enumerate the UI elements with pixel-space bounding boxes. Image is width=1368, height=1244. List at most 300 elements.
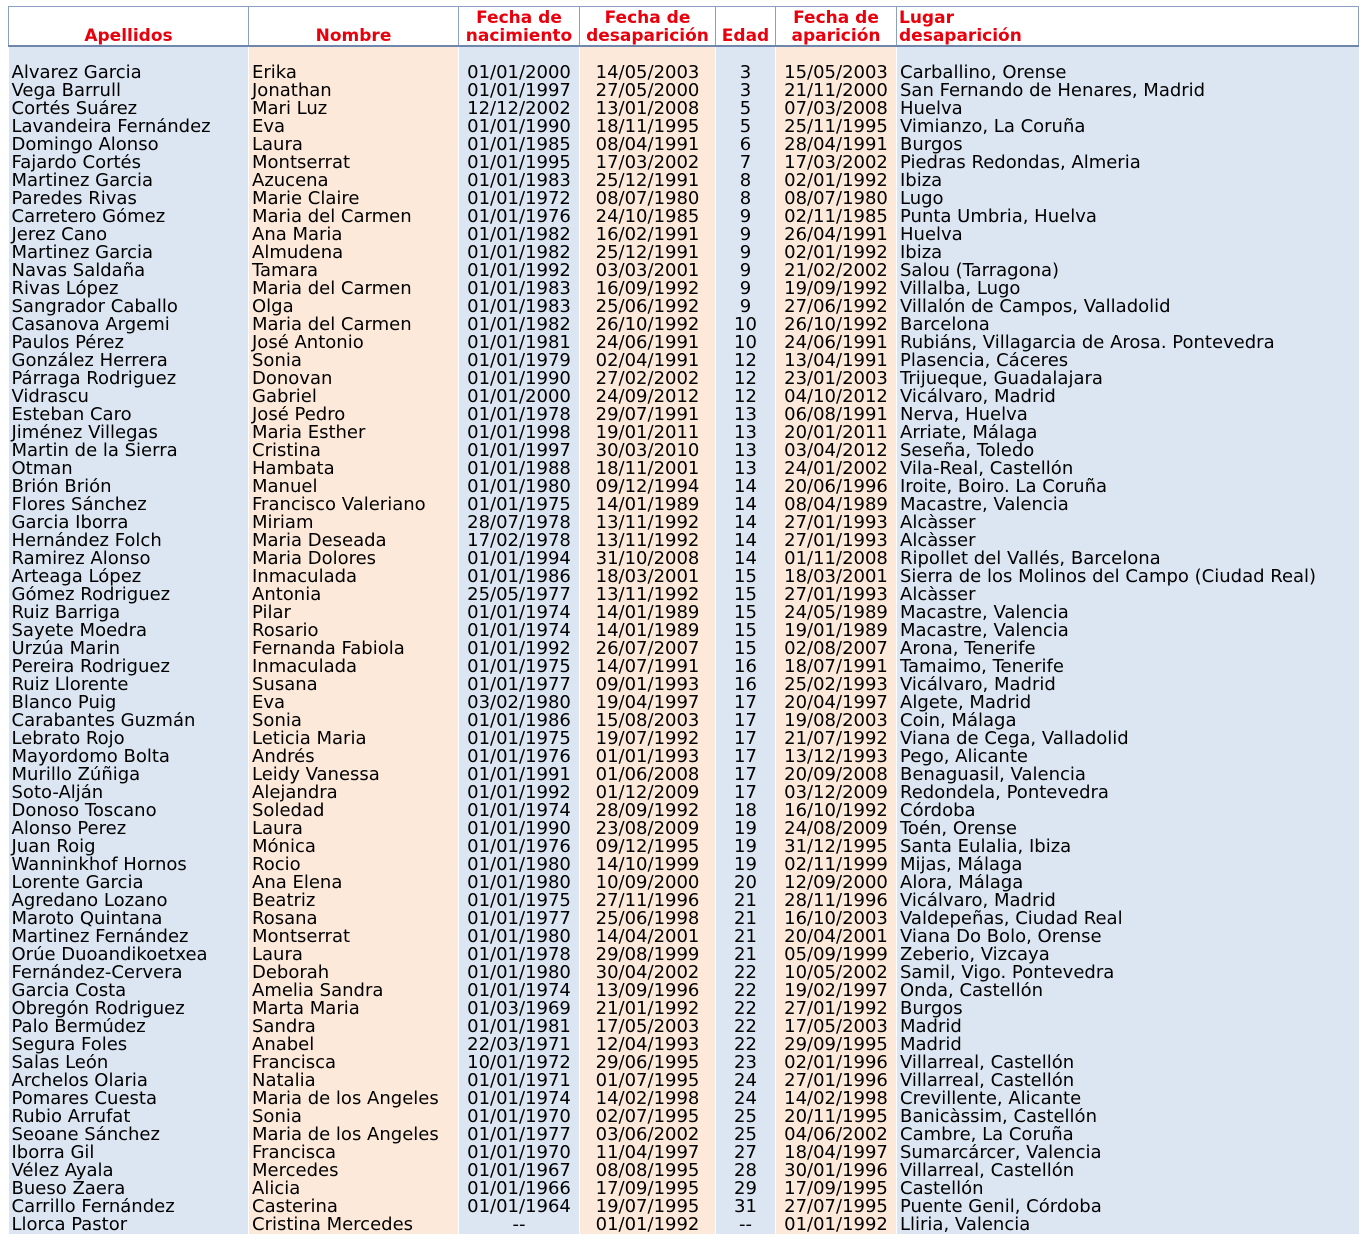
apellidos-cell[interactable]: Garcia Costa <box>9 982 249 1000</box>
lugar-cell[interactable]: Piedras Redondas, Almeria <box>897 154 1359 172</box>
edad-cell[interactable]: 17 <box>716 748 776 766</box>
edad-cell[interactable]: 15 <box>716 622 776 640</box>
fecha-nacimiento-cell[interactable]: 01/01/1977 <box>459 676 580 694</box>
nombre-cell[interactable]: Maria de los Angeles <box>249 1126 459 1144</box>
nombre-cell[interactable]: Sonia <box>249 352 459 370</box>
nombre-cell[interactable]: Maria de los Angeles <box>249 1090 459 1108</box>
nombre-cell[interactable]: José Pedro <box>249 406 459 424</box>
fecha-aparicion-cell[interactable]: 10/05/2002 <box>776 964 897 982</box>
fecha-desaparicion-cell[interactable]: 28/09/1992 <box>580 802 716 820</box>
edad-cell[interactable]: 7 <box>716 154 776 172</box>
lugar-cell[interactable]: Villalba, Lugo <box>897 280 1359 298</box>
edad-cell[interactable]: 21 <box>716 910 776 928</box>
fecha-nacimiento-cell[interactable]: 01/01/1982 <box>459 316 580 334</box>
nombre-cell[interactable]: Azucena <box>249 172 459 190</box>
nombre-cell[interactable]: Susana <box>249 676 459 694</box>
lugar-cell[interactable]: Sumarcárcer, Valencia <box>897 1144 1359 1162</box>
fecha-aparicion-cell[interactable]: 31/12/1995 <box>776 838 897 856</box>
fecha-nacimiento-cell[interactable]: 01/01/1986 <box>459 568 580 586</box>
fecha-aparicion-cell[interactable]: 26/10/1992 <box>776 316 897 334</box>
edad-cell[interactable]: 14 <box>716 514 776 532</box>
edad-cell[interactable]: 20 <box>716 874 776 892</box>
fecha-desaparicion-cell[interactable]: 13/11/1992 <box>580 514 716 532</box>
fecha-desaparicion-cell[interactable]: 24/09/2012 <box>580 388 716 406</box>
fecha-desaparicion-cell[interactable]: 18/11/1995 <box>580 118 716 136</box>
fecha-nacimiento-cell[interactable]: 01/01/2000 <box>459 388 580 406</box>
apellidos-cell[interactable]: Flores Sánchez <box>9 496 249 514</box>
fecha-desaparicion-cell[interactable]: 24/10/1985 <box>580 208 716 226</box>
fecha-aparicion-cell[interactable]: 02/01/1992 <box>776 244 897 262</box>
fecha-nacimiento-cell[interactable]: 10/01/1972 <box>459 1054 580 1072</box>
edad-cell[interactable]: 12 <box>716 370 776 388</box>
fecha-aparicion-cell[interactable]: 02/08/2007 <box>776 640 897 658</box>
apellidos-cell[interactable]: Martinez Garcia <box>9 172 249 190</box>
fecha-desaparicion-cell[interactable]: 26/07/2007 <box>580 640 716 658</box>
fecha-nacimiento-cell[interactable]: 01/01/1971 <box>459 1072 580 1090</box>
nombre-cell[interactable]: Francisco Valeriano <box>249 496 459 514</box>
fecha-aparicion-cell[interactable]: 27/01/1993 <box>776 532 897 550</box>
apellidos-cell[interactable]: Sayete Moedra <box>9 622 249 640</box>
fecha-nacimiento-cell[interactable]: 01/01/1979 <box>459 352 580 370</box>
nombre-cell[interactable]: Anabel <box>249 1036 459 1054</box>
fecha-aparicion-cell[interactable]: 20/01/2011 <box>776 424 897 442</box>
apellidos-cell[interactable]: Esteban Caro <box>9 406 249 424</box>
apellidos-cell[interactable]: Alonso Perez <box>9 820 249 838</box>
nombre-cell[interactable]: Inmaculada <box>249 658 459 676</box>
apellidos-cell[interactable]: Segura Foles <box>9 1036 249 1054</box>
edad-cell[interactable]: 14 <box>716 496 776 514</box>
apellidos-cell[interactable]: Cortés Suárez <box>9 100 249 118</box>
nombre-cell[interactable]: Deborah <box>249 964 459 982</box>
edad-cell[interactable]: 28 <box>716 1162 776 1180</box>
edad-cell[interactable]: 14 <box>716 478 776 496</box>
fecha-desaparicion-cell[interactable]: 13/09/1996 <box>580 982 716 1000</box>
apellidos-cell[interactable]: Maroto Quintana <box>9 910 249 928</box>
fecha-desaparicion-cell[interactable]: 14/10/1999 <box>580 856 716 874</box>
fecha-nacimiento-cell[interactable]: 01/01/2000 <box>459 64 580 82</box>
apellidos-cell[interactable]: Carabantes Guzmán <box>9 712 249 730</box>
nombre-cell[interactable]: Gabriel <box>249 388 459 406</box>
fecha-nacimiento-cell[interactable]: 01/01/1998 <box>459 424 580 442</box>
fecha-aparicion-cell[interactable]: 24/05/1989 <box>776 604 897 622</box>
cell[interactable] <box>249 46 459 64</box>
nombre-cell[interactable]: Almudena <box>249 244 459 262</box>
apellidos-cell[interactable]: Ruiz Llorente <box>9 676 249 694</box>
nombre-cell[interactable]: Mónica <box>249 838 459 856</box>
apellidos-cell[interactable]: Salas León <box>9 1054 249 1072</box>
fecha-nacimiento-cell[interactable]: 01/01/1975 <box>459 730 580 748</box>
fecha-aparicion-cell[interactable]: 27/01/1992 <box>776 1000 897 1018</box>
nombre-cell[interactable]: Beatriz <box>249 892 459 910</box>
fecha-desaparicion-cell[interactable]: 19/07/1995 <box>580 1198 716 1216</box>
apellidos-cell[interactable]: Blanco Puig <box>9 694 249 712</box>
lugar-cell[interactable]: Villarreal, Castellón <box>897 1054 1359 1072</box>
lugar-cell[interactable]: Ripollet del Vallés, Barcelona <box>897 550 1359 568</box>
fecha-desaparicion-cell[interactable]: 19/04/1997 <box>580 694 716 712</box>
lugar-cell[interactable]: Alcàsser <box>897 586 1359 604</box>
lugar-cell[interactable]: Redondela, Pontevedra <box>897 784 1359 802</box>
edad-cell[interactable]: 6 <box>716 136 776 154</box>
fecha-desaparicion-cell[interactable]: 19/01/2011 <box>580 424 716 442</box>
lugar-cell[interactable]: Algete, Madrid <box>897 694 1359 712</box>
edad-cell[interactable]: 15 <box>716 604 776 622</box>
edad-cell[interactable]: 13 <box>716 406 776 424</box>
fecha-desaparicion-cell[interactable]: 16/09/1992 <box>580 280 716 298</box>
fecha-desaparicion-cell[interactable]: 13/11/1992 <box>580 532 716 550</box>
fecha-aparicion-cell[interactable]: 04/10/2012 <box>776 388 897 406</box>
nombre-cell[interactable]: Hambata <box>249 460 459 478</box>
fecha-desaparicion-cell[interactable]: 01/01/1993 <box>580 748 716 766</box>
edad-cell[interactable]: 24 <box>716 1090 776 1108</box>
apellidos-cell[interactable]: Vega Barrull <box>9 82 249 100</box>
edad-cell[interactable]: 25 <box>716 1126 776 1144</box>
apellidos-cell[interactable]: Agredano Lozano <box>9 892 249 910</box>
fecha-aparicion-cell[interactable]: 02/11/1999 <box>776 856 897 874</box>
edad-cell[interactable]: 23 <box>716 1054 776 1072</box>
lugar-cell[interactable]: Ibiza <box>897 244 1359 262</box>
header-fecha-desaparicion[interactable] <box>580 7 716 47</box>
apellidos-cell[interactable]: Paulos Pérez <box>9 334 249 352</box>
apellidos-cell[interactable]: Paredes Rivas <box>9 190 249 208</box>
nombre-cell[interactable]: Pilar <box>249 604 459 622</box>
lugar-cell[interactable]: Mijas, Málaga <box>897 856 1359 874</box>
lugar-cell[interactable]: Burgos <box>897 1000 1359 1018</box>
fecha-nacimiento-cell[interactable]: 01/01/1970 <box>459 1108 580 1126</box>
apellidos-cell[interactable]: Párraga Rodriguez <box>9 370 249 388</box>
lugar-cell[interactable]: Vimianzo, La Coruña <box>897 118 1359 136</box>
lugar-cell[interactable]: Lugo <box>897 190 1359 208</box>
fecha-aparicion-cell[interactable]: 18/04/1997 <box>776 1144 897 1162</box>
nombre-cell[interactable]: Laura <box>249 820 459 838</box>
fecha-nacimiento-cell[interactable]: 01/01/1990 <box>459 820 580 838</box>
fecha-nacimiento-cell[interactable]: 01/01/1992 <box>459 262 580 280</box>
fecha-aparicion-cell[interactable]: 27/01/1993 <box>776 514 897 532</box>
nombre-cell[interactable]: Alicia <box>249 1180 459 1198</box>
edad-cell[interactable]: 21 <box>716 946 776 964</box>
fecha-nacimiento-cell[interactable]: 28/07/1978 <box>459 514 580 532</box>
fecha-aparicion-cell[interactable]: 24/08/2009 <box>776 820 897 838</box>
fecha-aparicion-cell[interactable]: 24/01/2002 <box>776 460 897 478</box>
fecha-nacimiento-cell[interactable]: 01/01/1991 <box>459 766 580 784</box>
apellidos-cell[interactable]: Garcia Iborra <box>9 514 249 532</box>
fecha-nacimiento-cell[interactable]: 01/01/1975 <box>459 892 580 910</box>
fecha-nacimiento-cell[interactable]: 01/01/1992 <box>459 640 580 658</box>
apellidos-cell[interactable]: Martinez Fernández <box>9 928 249 946</box>
nombre-cell[interactable]: Eva <box>249 694 459 712</box>
cell[interactable] <box>9 46 249 64</box>
nombre-cell[interactable]: Jonathan <box>249 82 459 100</box>
edad-cell[interactable]: 17 <box>716 730 776 748</box>
nombre-cell[interactable]: Montserrat <box>249 154 459 172</box>
lugar-cell[interactable]: Salou (Tarragona) <box>897 262 1359 280</box>
edad-cell[interactable]: 17 <box>716 766 776 784</box>
lugar-cell[interactable]: Plasencia, Cáceres <box>897 352 1359 370</box>
lugar-cell[interactable]: Córdoba <box>897 802 1359 820</box>
apellidos-cell[interactable]: Palo Bermúdez <box>9 1018 249 1036</box>
fecha-desaparicion-cell[interactable]: 01/07/1995 <box>580 1072 716 1090</box>
fecha-desaparicion-cell[interactable]: 18/03/2001 <box>580 568 716 586</box>
fecha-desaparicion-cell[interactable]: 17/05/2003 <box>580 1018 716 1036</box>
nombre-cell[interactable]: Soledad <box>249 802 459 820</box>
nombre-cell[interactable]: Erika <box>249 64 459 82</box>
lugar-cell[interactable]: Castellón <box>897 1180 1359 1198</box>
fecha-desaparicion-cell[interactable]: 29/07/1991 <box>580 406 716 424</box>
lugar-cell[interactable]: Vicálvaro, Madrid <box>897 892 1359 910</box>
fecha-nacimiento-cell[interactable]: 01/01/1986 <box>459 712 580 730</box>
apellidos-cell[interactable]: González Herrera <box>9 352 249 370</box>
edad-cell[interactable]: 13 <box>716 460 776 478</box>
fecha-nacimiento-cell[interactable]: 01/01/1992 <box>459 784 580 802</box>
fecha-aparicion-cell[interactable]: 17/03/2002 <box>776 154 897 172</box>
fecha-aparicion-cell[interactable]: 20/04/2001 <box>776 928 897 946</box>
fecha-aparicion-cell[interactable]: 21/07/1992 <box>776 730 897 748</box>
edad-cell[interactable]: 15 <box>716 586 776 604</box>
apellidos-cell[interactable]: Orúe Duoandikoetxea <box>9 946 249 964</box>
fecha-aparicion-cell[interactable]: 18/07/1991 <box>776 658 897 676</box>
fecha-nacimiento-cell[interactable]: 01/01/1972 <box>459 190 580 208</box>
edad-cell[interactable]: 8 <box>716 190 776 208</box>
apellidos-cell[interactable]: Casanova Argemi <box>9 316 249 334</box>
apellidos-cell[interactable]: Wanninkhof Hornos <box>9 856 249 874</box>
nombre-cell[interactable]: Ana Maria <box>249 226 459 244</box>
fecha-desaparicion-cell[interactable]: 25/12/1991 <box>580 244 716 262</box>
fecha-aparicion-cell[interactable]: 13/04/1991 <box>776 352 897 370</box>
apellidos-cell[interactable]: Ruiz Barriga <box>9 604 249 622</box>
fecha-nacimiento-cell[interactable]: 12/12/2002 <box>459 100 580 118</box>
nombre-cell[interactable]: Rosana <box>249 910 459 928</box>
lugar-cell[interactable]: Macastre, Valencia <box>897 496 1359 514</box>
apellidos-cell[interactable]: Pereira Rodriguez <box>9 658 249 676</box>
fecha-nacimiento-cell[interactable]: 01/01/1966 <box>459 1180 580 1198</box>
apellidos-cell[interactable]: Jerez Cano <box>9 226 249 244</box>
fecha-desaparicion-cell[interactable]: 30/04/2002 <box>580 964 716 982</box>
nombre-cell[interactable]: Andrés <box>249 748 459 766</box>
lugar-cell[interactable]: Macastre, Valencia <box>897 604 1359 622</box>
fecha-nacimiento-cell[interactable]: 01/01/1975 <box>459 496 580 514</box>
fecha-desaparicion-cell[interactable]: 17/03/2002 <box>580 154 716 172</box>
fecha-aparicion-cell[interactable]: 03/04/2012 <box>776 442 897 460</box>
nombre-cell[interactable]: Maria del Carmen <box>249 280 459 298</box>
nombre-cell[interactable]: Mari Luz <box>249 100 459 118</box>
apellidos-cell[interactable]: Obregón Rodriguez <box>9 1000 249 1018</box>
apellidos-cell[interactable]: Martin de la Sierra <box>9 442 249 460</box>
apellidos-cell[interactable]: Ramirez Alonso <box>9 550 249 568</box>
nombre-cell[interactable]: Antonia <box>249 586 459 604</box>
lugar-cell[interactable]: Villalón de Campos, Valladolid <box>897 298 1359 316</box>
fecha-aparicion-cell[interactable]: 02/01/1996 <box>776 1054 897 1072</box>
apellidos-cell[interactable]: Lorente Garcia <box>9 874 249 892</box>
fecha-desaparicion-cell[interactable]: 10/09/2000 <box>580 874 716 892</box>
apellidos-cell[interactable]: Mayordomo Bolta <box>9 748 249 766</box>
fecha-desaparicion-cell[interactable]: 14/01/1989 <box>580 604 716 622</box>
edad-cell[interactable]: 12 <box>716 388 776 406</box>
fecha-aparicion-cell[interactable]: 05/09/1999 <box>776 946 897 964</box>
fecha-aparicion-cell[interactable]: 02/11/1985 <box>776 208 897 226</box>
nombre-cell[interactable]: Mercedes <box>249 1162 459 1180</box>
lugar-cell[interactable]: Alora, Málaga <box>897 874 1359 892</box>
edad-cell[interactable]: 17 <box>716 784 776 802</box>
apellidos-cell[interactable]: Alvarez Garcia <box>9 64 249 82</box>
nombre-cell[interactable]: Sandra <box>249 1018 459 1036</box>
fecha-nacimiento-cell[interactable]: 01/01/1974 <box>459 622 580 640</box>
cell[interactable] <box>580 46 716 64</box>
fecha-nacimiento-cell[interactable]: 01/01/1990 <box>459 118 580 136</box>
apellidos-cell[interactable]: Lebrato Rojo <box>9 730 249 748</box>
fecha-aparicion-cell[interactable]: 19/01/1989 <box>776 622 897 640</box>
apellidos-cell[interactable]: Lavandeira Fernández <box>9 118 249 136</box>
apellidos-cell[interactable]: Navas Saldaña <box>9 262 249 280</box>
fecha-desaparicion-cell[interactable]: 29/06/1995 <box>580 1054 716 1072</box>
fecha-nacimiento-cell[interactable]: 01/01/1977 <box>459 910 580 928</box>
nombre-cell[interactable]: Maria Dolores <box>249 550 459 568</box>
fecha-desaparicion-cell[interactable]: 01/06/2008 <box>580 766 716 784</box>
nombre-cell[interactable]: Maria del Carmen <box>249 208 459 226</box>
fecha-nacimiento-cell[interactable]: 01/01/1974 <box>459 982 580 1000</box>
edad-cell[interactable]: 19 <box>716 820 776 838</box>
nombre-cell[interactable]: Francisca <box>249 1054 459 1072</box>
fecha-aparicion-cell[interactable]: 13/12/1993 <box>776 748 897 766</box>
nombre-cell[interactable]: Manuel <box>249 478 459 496</box>
fecha-desaparicion-cell[interactable]: 01/12/2009 <box>580 784 716 802</box>
fecha-desaparicion-cell[interactable]: 27/11/1996 <box>580 892 716 910</box>
fecha-aparicion-cell[interactable]: 17/09/1995 <box>776 1180 897 1198</box>
fecha-desaparicion-cell[interactable]: 16/02/1991 <box>580 226 716 244</box>
fecha-aparicion-cell[interactable]: 27/01/1993 <box>776 586 897 604</box>
fecha-desaparicion-cell[interactable]: 26/10/1992 <box>580 316 716 334</box>
fecha-nacimiento-cell[interactable]: 01/01/1977 <box>459 1126 580 1144</box>
lugar-cell[interactable]: Arriate, Málaga <box>897 424 1359 442</box>
edad-cell[interactable]: 13 <box>716 442 776 460</box>
edad-cell[interactable]: -- <box>716 1216 776 1234</box>
lugar-cell[interactable]: Zeberio, Vizcaya <box>897 946 1359 964</box>
lugar-cell[interactable]: Vicálvaro, Madrid <box>897 676 1359 694</box>
fecha-aparicion-cell[interactable]: 12/09/2000 <box>776 874 897 892</box>
fecha-desaparicion-cell[interactable]: 18/11/2001 <box>580 460 716 478</box>
lugar-cell[interactable]: Huelva <box>897 226 1359 244</box>
fecha-desaparicion-cell[interactable]: 14/07/1991 <box>580 658 716 676</box>
fecha-nacimiento-cell[interactable]: 01/01/1974 <box>459 1090 580 1108</box>
fecha-desaparicion-cell[interactable]: 27/05/2000 <box>580 82 716 100</box>
apellidos-cell[interactable]: Sangrador Caballo <box>9 298 249 316</box>
nombre-cell[interactable]: Miriam <box>249 514 459 532</box>
edad-cell[interactable]: 8 <box>716 172 776 190</box>
cell[interactable] <box>459 46 580 64</box>
fecha-aparicion-cell[interactable]: 19/08/2003 <box>776 712 897 730</box>
edad-cell[interactable]: 10 <box>716 316 776 334</box>
fecha-nacimiento-cell[interactable]: 01/01/1983 <box>459 298 580 316</box>
fecha-nacimiento-cell[interactable]: 01/01/1985 <box>459 136 580 154</box>
lugar-cell[interactable]: Rubiáns, Villagarcia de Arosa. Pontevedra <box>897 334 1359 352</box>
lugar-cell[interactable]: Villarreal, Castellón <box>897 1162 1359 1180</box>
lugar-cell[interactable]: Seseña, Toledo <box>897 442 1359 460</box>
apellidos-cell[interactable]: Urzúa Marin <box>9 640 249 658</box>
fecha-aparicion-cell[interactable]: 25/02/1993 <box>776 676 897 694</box>
edad-cell[interactable]: 13 <box>716 424 776 442</box>
fecha-nacimiento-cell[interactable]: 01/01/1981 <box>459 334 580 352</box>
edad-cell[interactable]: 22 <box>716 964 776 982</box>
fecha-nacimiento-cell[interactable]: 01/01/1975 <box>459 658 580 676</box>
edad-cell[interactable]: 3 <box>716 64 776 82</box>
fecha-nacimiento-cell[interactable]: 01/01/1976 <box>459 748 580 766</box>
apellidos-cell[interactable]: Bueso Zaera <box>9 1180 249 1198</box>
nombre-cell[interactable]: Sonia <box>249 712 459 730</box>
edad-cell[interactable]: 9 <box>716 208 776 226</box>
fecha-aparicion-cell[interactable]: 19/09/1992 <box>776 280 897 298</box>
fecha-aparicion-cell[interactable]: 23/01/2003 <box>776 370 897 388</box>
apellidos-cell[interactable]: Vidrascu <box>9 388 249 406</box>
fecha-aparicion-cell[interactable]: 16/10/2003 <box>776 910 897 928</box>
header-edad[interactable] <box>716 7 776 47</box>
edad-cell[interactable]: 22 <box>716 982 776 1000</box>
fecha-desaparicion-cell[interactable]: 15/08/2003 <box>580 712 716 730</box>
nombre-cell[interactable]: Maria del Carmen <box>249 316 459 334</box>
edad-cell[interactable]: 3 <box>716 82 776 100</box>
nombre-cell[interactable]: Sonia <box>249 1108 459 1126</box>
apellidos-cell[interactable]: Juan Roig <box>9 838 249 856</box>
edad-cell[interactable]: 22 <box>716 1000 776 1018</box>
fecha-desaparicion-cell[interactable]: 13/11/1992 <box>580 586 716 604</box>
fecha-aparicion-cell[interactable]: 30/01/1996 <box>776 1162 897 1180</box>
fecha-nacimiento-cell[interactable]: 01/01/1980 <box>459 964 580 982</box>
nombre-cell[interactable]: Olga <box>249 298 459 316</box>
lugar-cell[interactable]: Carballino, Orense <box>897 64 1359 82</box>
fecha-nacimiento-cell[interactable]: -- <box>459 1216 580 1234</box>
fecha-aparicion-cell[interactable]: 20/11/1995 <box>776 1108 897 1126</box>
fecha-aparicion-cell[interactable]: 20/09/2008 <box>776 766 897 784</box>
fecha-nacimiento-cell[interactable]: 03/02/1980 <box>459 694 580 712</box>
fecha-aparicion-cell[interactable]: 14/02/1998 <box>776 1090 897 1108</box>
edad-cell[interactable]: 9 <box>716 244 776 262</box>
nombre-cell[interactable]: Ana Elena <box>249 874 459 892</box>
apellidos-cell[interactable]: Iborra Gil <box>9 1144 249 1162</box>
nombre-cell[interactable]: José Antonio <box>249 334 459 352</box>
edad-cell[interactable]: 27 <box>716 1144 776 1162</box>
fecha-aparicion-cell[interactable]: 27/07/1995 <box>776 1198 897 1216</box>
fecha-aparicion-cell[interactable]: 25/11/1995 <box>776 118 897 136</box>
fecha-aparicion-cell[interactable]: 04/06/2002 <box>776 1126 897 1144</box>
fecha-desaparicion-cell[interactable]: 14/01/1989 <box>580 496 716 514</box>
apellidos-cell[interactable]: Brión Brión <box>9 478 249 496</box>
edad-cell[interactable]: 21 <box>716 892 776 910</box>
edad-cell[interactable]: 14 <box>716 550 776 568</box>
edad-cell[interactable]: 18 <box>716 802 776 820</box>
nombre-cell[interactable]: Cristina Mercedes <box>249 1216 459 1234</box>
nombre-cell[interactable]: Marie Claire <box>249 190 459 208</box>
edad-cell[interactable]: 25 <box>716 1108 776 1126</box>
fecha-desaparicion-cell[interactable]: 12/04/1993 <box>580 1036 716 1054</box>
apellidos-cell[interactable]: Martinez Garcia <box>9 244 249 262</box>
fecha-nacimiento-cell[interactable]: 01/01/1983 <box>459 172 580 190</box>
lugar-cell[interactable]: Cambre, La Coruña <box>897 1126 1359 1144</box>
header-fecha-nacimiento[interactable] <box>459 7 580 47</box>
fecha-aparicion-cell[interactable]: 07/03/2008 <box>776 100 897 118</box>
fecha-desaparicion-cell[interactable]: 14/02/1998 <box>580 1090 716 1108</box>
fecha-nacimiento-cell[interactable]: 01/01/1980 <box>459 928 580 946</box>
nombre-cell[interactable]: Maria Deseada <box>249 532 459 550</box>
edad-cell[interactable]: 15 <box>716 640 776 658</box>
lugar-cell[interactable]: Alcàsser <box>897 532 1359 550</box>
apellidos-cell[interactable]: Domingo Alonso <box>9 136 249 154</box>
fecha-aparicion-cell[interactable]: 28/04/1991 <box>776 136 897 154</box>
lugar-cell[interactable]: Vila-Real, Castellón <box>897 460 1359 478</box>
edad-cell[interactable]: 10 <box>716 334 776 352</box>
apellidos-cell[interactable]: Otman <box>9 460 249 478</box>
apellidos-cell[interactable]: Rubio Arrufat <box>9 1108 249 1126</box>
nombre-cell[interactable]: Natalia <box>249 1072 459 1090</box>
nombre-cell[interactable]: Tamara <box>249 262 459 280</box>
fecha-desaparicion-cell[interactable]: 08/07/1980 <box>580 190 716 208</box>
fecha-aparicion-cell[interactable]: 01/01/1992 <box>776 1216 897 1234</box>
